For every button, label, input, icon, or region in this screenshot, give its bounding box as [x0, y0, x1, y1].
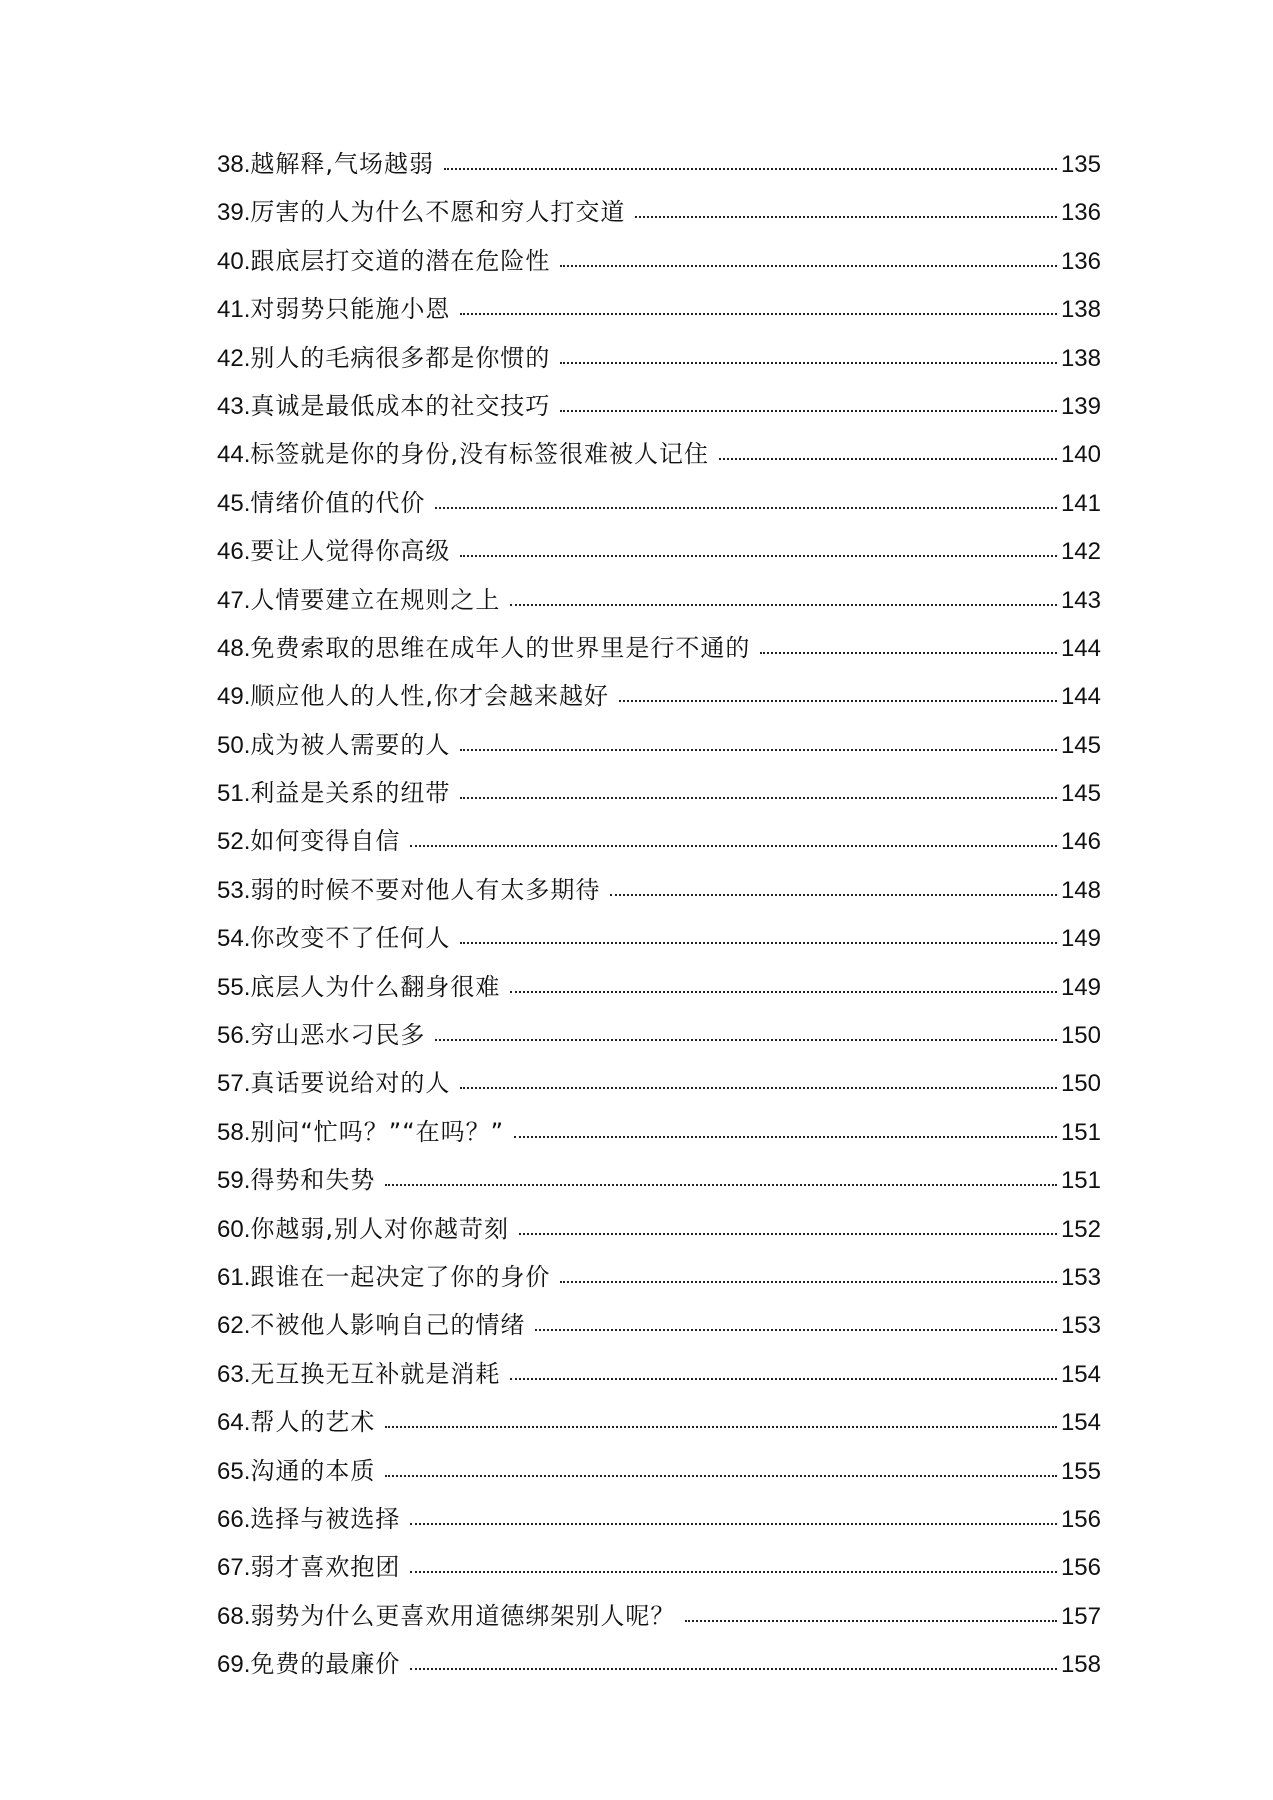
toc-entry[interactable] — [217, 1215, 1101, 1263]
entry-page-number: 156 — [1060, 1554, 1101, 1582]
entry-title: 沟通的本质 — [250, 1456, 376, 1485]
dot-leader — [635, 216, 1057, 218]
entry-page-number: 136 — [1060, 247, 1101, 275]
toc-entry[interactable] — [217, 1602, 1101, 1650]
toc-entry[interactable] — [217, 1505, 1101, 1553]
dot-leader — [514, 1136, 1057, 1138]
entry-page-number: 140 — [1060, 441, 1101, 469]
dot-leader — [510, 1378, 1057, 1380]
entry-title: 无互换无互补就是消耗 — [250, 1359, 501, 1388]
entry-number: 45. — [217, 489, 251, 517]
dot-leader — [410, 1571, 1057, 1573]
toc-entry[interactable] — [217, 1166, 1101, 1214]
entry-title: 选择与被选择 — [250, 1504, 401, 1533]
entry-number: 66. — [217, 1505, 251, 1533]
entry-number: 49. — [217, 683, 251, 711]
entry-number: 55. — [217, 973, 251, 1001]
entry-title: 不被他人影响自己的情绪 — [250, 1311, 526, 1340]
entry-number: 56. — [217, 1022, 251, 1050]
toc-entry[interactable] — [217, 586, 1101, 634]
entry-page-number: 144 — [1060, 683, 1101, 711]
dot-leader — [510, 604, 1057, 606]
dot-leader — [460, 749, 1057, 751]
entry-title: 人情要建立在规则之上 — [250, 585, 501, 614]
entry-number: 47. — [217, 586, 251, 614]
dot-leader — [760, 652, 1057, 654]
entry-title: 底层人为什么翻身很难 — [250, 972, 501, 1001]
dot-leader — [560, 1281, 1057, 1283]
toc-entry[interactable] — [217, 731, 1101, 779]
toc-entry[interactable] — [217, 1069, 1101, 1117]
entry-number: 40. — [217, 247, 251, 275]
toc-entry[interactable] — [217, 876, 1101, 924]
entry-page-number: 150 — [1060, 1070, 1101, 1098]
entry-number: 64. — [217, 1409, 251, 1437]
dot-leader — [385, 1475, 1057, 1477]
dot-leader — [519, 1233, 1057, 1235]
dot-leader — [510, 991, 1057, 993]
entry-title: 免费索取的思维在成年人的世界里是行不通的 — [250, 633, 751, 662]
entry-page-number: 139 — [1060, 392, 1101, 420]
entry-page-number: 151 — [1060, 1167, 1101, 1195]
entry-number: 58. — [217, 1118, 251, 1146]
entry-page-number: 152 — [1060, 1215, 1101, 1243]
dot-leader — [444, 168, 1057, 170]
toc-entry[interactable] — [217, 924, 1101, 972]
entry-title: 如何变得自信 — [250, 827, 401, 856]
entry-number: 42. — [217, 344, 251, 372]
dot-leader — [435, 1039, 1057, 1041]
dot-leader — [460, 313, 1057, 315]
entry-page-number: 149 — [1060, 925, 1101, 953]
entry-title: 你越弱,别人对你越苛刻 — [250, 1214, 510, 1243]
entry-number: 69. — [217, 1651, 251, 1679]
toc-entry[interactable] — [217, 1311, 1101, 1359]
entry-page-number: 156 — [1060, 1505, 1101, 1533]
entry-number: 53. — [217, 876, 251, 904]
entry-page-number: 145 — [1060, 731, 1101, 759]
entry-page-number: 135 — [1060, 151, 1101, 178]
entry-title: 厉害的人为什么不愿和穷人打交道 — [250, 198, 626, 227]
entry-title: 免费的最廉价 — [250, 1650, 401, 1679]
dot-leader — [719, 458, 1057, 460]
entry-number: 51. — [217, 780, 251, 808]
dot-leader — [619, 700, 1057, 702]
entry-page-number: 158 — [1060, 1651, 1101, 1679]
toc-entry[interactable] — [217, 779, 1101, 827]
toc-entry[interactable] — [217, 827, 1101, 875]
entry-title: 得势和失势 — [250, 1166, 376, 1195]
toc-entry[interactable] — [217, 973, 1101, 1021]
entry-number: 60. — [217, 1215, 251, 1243]
table-of-contents — [217, 150, 1101, 1699]
entry-number: 63. — [217, 1360, 251, 1388]
entry-title: 真话要说给对的人 — [250, 1069, 451, 1098]
entry-page-number: 145 — [1060, 780, 1101, 808]
dot-leader — [460, 942, 1057, 944]
dot-leader — [410, 845, 1057, 847]
entry-number: 61. — [217, 1263, 251, 1291]
entry-page-number: 153 — [1060, 1263, 1101, 1291]
entry-page-number: 141 — [1060, 489, 1101, 517]
entry-number: 68. — [217, 1602, 251, 1630]
entry-number: 52. — [217, 828, 251, 856]
dot-leader — [560, 265, 1057, 267]
entry-title: 真诚是最低成本的社交技巧 — [250, 391, 551, 420]
entry-number: 62. — [217, 1312, 251, 1340]
entry-title: 标签就是你的身份,没有标签很难被人记住 — [250, 440, 710, 469]
dot-leader — [610, 894, 1057, 896]
dot-leader — [460, 797, 1057, 799]
toc-entry[interactable] — [217, 634, 1101, 682]
dot-leader — [460, 1087, 1057, 1089]
entry-title: 成为被人需要的人 — [250, 730, 451, 759]
toc-entry[interactable] — [217, 1118, 1101, 1166]
entry-page-number: 150 — [1060, 1022, 1101, 1050]
entry-page-number: 136 — [1060, 199, 1101, 227]
dot-leader — [435, 507, 1057, 509]
entry-number: 46. — [217, 538, 251, 566]
entry-number: 59. — [217, 1167, 251, 1195]
dot-leader — [410, 1668, 1057, 1670]
entry-page-number: 148 — [1060, 876, 1101, 904]
entry-number: 50. — [217, 731, 251, 759]
entry-title: 弱势为什么更喜欢用道德绑架别人呢？ — [250, 1601, 676, 1630]
dot-leader — [385, 1426, 1057, 1428]
entry-number: 67. — [217, 1554, 251, 1582]
dot-leader — [535, 1329, 1057, 1331]
entry-page-number: 138 — [1060, 296, 1101, 324]
entry-number: 65. — [217, 1457, 251, 1485]
toc-entry[interactable] — [217, 344, 1101, 392]
entry-page-number: 144 — [1060, 634, 1101, 662]
entry-number: 38. — [217, 151, 251, 178]
entry-title: 你改变不了任何人 — [250, 924, 451, 953]
entry-page-number: 142 — [1060, 538, 1101, 566]
entry-title: 穷山恶水刁民多 — [250, 1021, 426, 1050]
entry-page-number: 157 — [1060, 1602, 1101, 1630]
entry-number: 44. — [217, 441, 251, 469]
dot-leader — [460, 555, 1057, 557]
entry-title: 要让人觉得你高级 — [250, 537, 451, 566]
entry-title: 顺应他人的人性,你才会越来越好 — [250, 682, 610, 711]
dot-leader — [685, 1620, 1057, 1622]
entry-page-number: 143 — [1060, 586, 1101, 614]
toc-entry[interactable] — [217, 247, 1101, 295]
entry-title: 越解释,气场越弱 — [250, 150, 435, 178]
toc-entry[interactable] — [217, 1360, 1101, 1408]
toc-entry[interactable] — [217, 682, 1101, 730]
toc-entry[interactable] — [217, 1021, 1101, 1069]
entry-number: 54. — [217, 925, 251, 953]
toc-entry[interactable] — [217, 1408, 1101, 1456]
entry-title: 别人的毛病很多都是你惯的 — [250, 343, 551, 372]
toc-entry[interactable] — [217, 440, 1101, 488]
toc-entry[interactable] — [217, 150, 1101, 198]
entry-title: 情绪价值的代价 — [250, 488, 426, 517]
entry-page-number: 155 — [1060, 1457, 1101, 1485]
entry-title: 跟谁在一起决定了你的身价 — [250, 1262, 551, 1291]
entry-page-number: 154 — [1060, 1409, 1101, 1437]
dot-leader — [410, 1523, 1057, 1525]
entry-page-number: 154 — [1060, 1360, 1101, 1388]
dot-leader — [385, 1184, 1057, 1186]
entry-title: 对弱势只能施小恩 — [250, 295, 451, 324]
entry-title: 弱才喜欢抱团 — [250, 1553, 401, 1582]
dot-leader — [560, 362, 1057, 364]
entry-title: 别问“忙吗？”“在吗？” — [250, 1117, 505, 1146]
entry-title: 跟底层打交道的潜在危险性 — [250, 246, 551, 275]
entry-page-number: 151 — [1060, 1118, 1101, 1146]
toc-entry[interactable] — [217, 1650, 1101, 1698]
toc-entry[interactable] — [217, 392, 1101, 440]
entry-number: 48. — [217, 634, 251, 662]
entry-number: 41. — [217, 296, 251, 324]
toc-entry[interactable] — [217, 489, 1101, 537]
dot-leader — [560, 410, 1057, 412]
toc-entry[interactable] — [217, 295, 1101, 343]
entry-title: 利益是关系的纽带 — [250, 779, 451, 808]
toc-entry[interactable] — [217, 1263, 1101, 1311]
toc-entry[interactable] — [217, 1553, 1101, 1601]
entry-page-number: 146 — [1060, 828, 1101, 856]
entry-number: 39. — [217, 199, 251, 227]
entry-page-number: 138 — [1060, 344, 1101, 372]
entry-title: 弱的时候不要对他人有太多期待 — [250, 875, 601, 904]
entry-page-number: 149 — [1060, 973, 1101, 1001]
entry-number: 43. — [217, 392, 251, 420]
entry-number: 57. — [217, 1070, 251, 1098]
toc-entry[interactable] — [217, 198, 1101, 246]
toc-entry[interactable] — [217, 537, 1101, 585]
entry-page-number: 153 — [1060, 1312, 1101, 1340]
entry-title: 帮人的艺术 — [250, 1408, 376, 1437]
toc-entry[interactable] — [217, 1457, 1101, 1505]
